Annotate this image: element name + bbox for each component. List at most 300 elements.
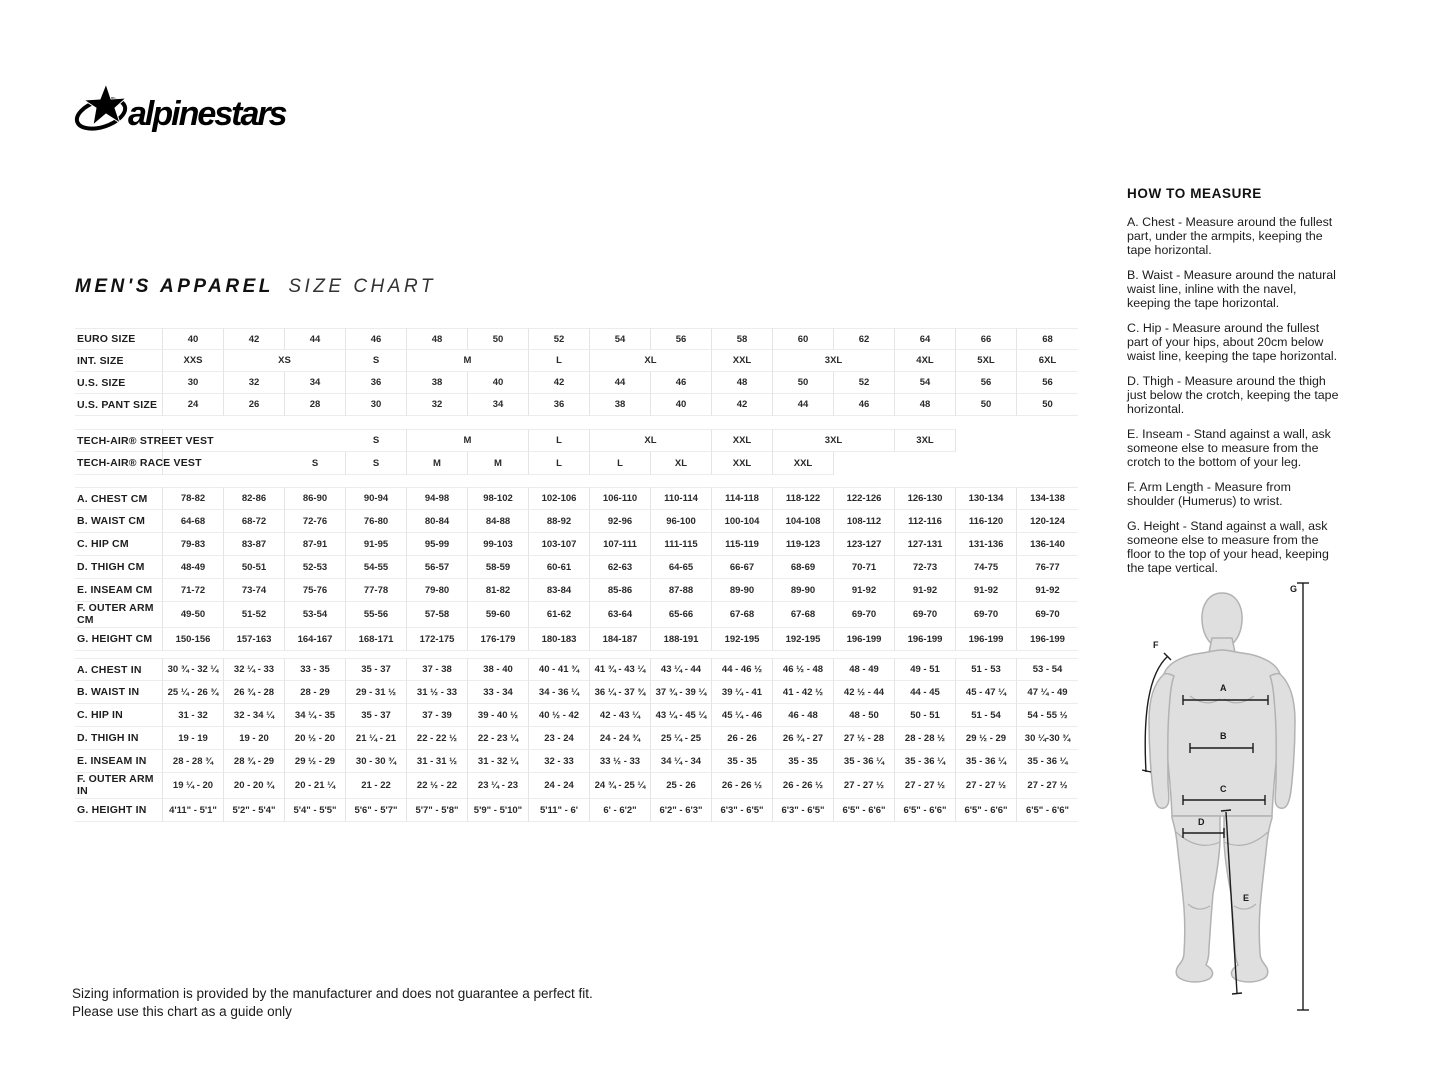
row-label: INT. SIZE	[75, 350, 163, 372]
size-cell: 69-70	[895, 602, 956, 628]
size-cell: 44 - 46 ½	[712, 658, 773, 681]
size-cell: 64	[895, 328, 956, 350]
size-cell: L	[529, 429, 590, 452]
size-cell: 24 - 24	[529, 773, 590, 799]
alpinestars-logo	[74, 82, 336, 140]
size-cell: 42	[224, 328, 285, 350]
size-cell: 36	[529, 394, 590, 416]
size-cell: 42	[712, 394, 773, 416]
size-cell: 112-116	[895, 510, 956, 533]
size-cell: 64-68	[163, 510, 224, 533]
size-cell: XXS	[163, 350, 224, 372]
body-diagram	[1140, 576, 1315, 1021]
size-cell: 184-187	[590, 628, 651, 651]
size-cell: 4XL	[895, 350, 956, 372]
measurement-figure	[1140, 576, 1315, 1021]
size-cell: 28	[285, 394, 346, 416]
measurements-inches-table	[75, 658, 1078, 822]
size-cell: 54 - 55 ½	[1017, 704, 1078, 727]
size-cell: 49 - 51	[895, 658, 956, 681]
size-cell: 5'4" - 5'5"	[285, 799, 346, 822]
measure-instruction: F. Arm Length - Measure from shoulder (Humerus) to wrist.	[1127, 480, 1291, 509]
size-cell: 58-59	[468, 556, 529, 579]
size-cell: 52-53	[285, 556, 346, 579]
row-label: U.S. PANT SIZE	[75, 394, 163, 416]
size-cell: 20 - 21 ¼	[285, 773, 346, 799]
size-cell: 180-183	[529, 628, 590, 651]
measure-instruction: G. Height - Stand against a wall, ask someone else to measure from the floor to the top of your head, keeping the tape vertical.	[1127, 519, 1329, 576]
size-cell: 46	[834, 394, 895, 416]
size-cell: 81-82	[468, 579, 529, 602]
table-row	[75, 372, 1078, 394]
size-cell: 53 - 54	[1017, 658, 1078, 681]
size-cell: 70-71	[834, 556, 895, 579]
size-cell: 36 ¼ - 37 ¾	[590, 681, 651, 704]
size-cell: 30	[346, 394, 407, 416]
size-cell: 22 - 23 ¼	[468, 727, 529, 750]
row-label: C. HIP IN	[75, 704, 163, 727]
size-cell: 119-123	[773, 533, 834, 556]
table-row	[75, 602, 1078, 628]
table-row	[75, 487, 1078, 510]
size-cell: 157-163	[224, 628, 285, 651]
size-cell: 72-73	[895, 556, 956, 579]
table-row	[75, 773, 1078, 799]
size-cell: 76-77	[1017, 556, 1078, 579]
size-cell: 59-60	[468, 602, 529, 628]
size-cell: 92-96	[590, 510, 651, 533]
size-cell: 55-56	[346, 602, 407, 628]
size-cell: 38 - 40	[468, 658, 529, 681]
size-cell: 46	[346, 328, 407, 350]
size-cell: 50	[1017, 394, 1078, 416]
size-cell: 31 - 32	[163, 704, 224, 727]
size-cell: 39 ¼ - 41	[712, 681, 773, 704]
spacer-cell	[163, 452, 285, 475]
row-label: A. CHEST IN	[75, 658, 163, 681]
size-cell: 6'5" - 6'6"	[895, 799, 956, 822]
size-cell: 196-199	[834, 628, 895, 651]
size-cell: XXL	[712, 452, 773, 475]
size-cell: L	[529, 350, 590, 372]
size-cell: 32	[407, 394, 468, 416]
size-cell: 30	[163, 372, 224, 394]
size-cell: 91-92	[834, 579, 895, 602]
size-cell: 50 - 51	[895, 704, 956, 727]
size-cell: 49-50	[163, 602, 224, 628]
size-cell: 41 ¾ - 43 ¼	[590, 658, 651, 681]
size-cell: 79-80	[407, 579, 468, 602]
size-cell: 88-92	[529, 510, 590, 533]
size-cell: 46 - 48	[773, 704, 834, 727]
disclaimer-line-2: Please use this chart as a guide only	[72, 1003, 292, 1019]
size-cell: 95-99	[407, 533, 468, 556]
size-cell: 45 - 47 ¼	[956, 681, 1017, 704]
size-cell: 123-127	[834, 533, 895, 556]
measure-instruction: E. Inseam - Stand against a wall, ask someone else to measure from the crotch to the bottom of your leg.	[1127, 427, 1331, 470]
size-cell: 196-199	[956, 628, 1017, 651]
size-cell: 168-171	[346, 628, 407, 651]
size-cell: L	[590, 452, 651, 475]
size-cell: 38	[407, 372, 468, 394]
measure-instruction: C. Hip - Measure around the fullest part of your hips, about 20cm below waist line, keeping the tape horizontal.	[1127, 321, 1338, 364]
size-cell: 60	[773, 328, 834, 350]
size-cell: 120-124	[1017, 510, 1078, 533]
size-cell: 38	[590, 394, 651, 416]
table-row	[75, 429, 1078, 452]
size-cell: 21 - 22	[346, 773, 407, 799]
size-cell: 127-131	[895, 533, 956, 556]
size-cell: 52	[834, 372, 895, 394]
size-cell: 31 - 32 ¼	[468, 750, 529, 773]
size-cell: 196-199	[895, 628, 956, 651]
size-cell: 54	[895, 372, 956, 394]
title-main: MEN'S APPAREL	[75, 276, 274, 297]
size-cell: 26 ¾ - 27	[773, 727, 834, 750]
size-cell: 23 ¼ - 23	[468, 773, 529, 799]
size-cell: 40	[468, 372, 529, 394]
size-cell: 3XL	[773, 429, 895, 452]
size-cell: 35 - 35	[712, 750, 773, 773]
size-cell: 40 ½ - 42	[529, 704, 590, 727]
size-cell: 91-92	[1017, 579, 1078, 602]
size-cell: 43 ¼ - 45 ¼	[651, 704, 712, 727]
figure-label-hip: C	[1220, 784, 1227, 794]
size-cell: 68	[1017, 328, 1078, 350]
size-cell: 35 - 36 ¼	[1017, 750, 1078, 773]
size-cell: 63-64	[590, 602, 651, 628]
size-cell: 61-62	[529, 602, 590, 628]
size-cell: 36	[346, 372, 407, 394]
size-cell: 22 - 22 ½	[407, 727, 468, 750]
size-cell: 42	[529, 372, 590, 394]
size-cell: 40	[163, 328, 224, 350]
size-cell: 107-111	[590, 533, 651, 556]
table-row	[75, 681, 1078, 704]
size-cell: S	[346, 350, 407, 372]
figure-label-waist: B	[1220, 731, 1227, 741]
size-cell: 71-72	[163, 579, 224, 602]
size-cell: 196-199	[1017, 628, 1078, 651]
size-cell: 32 - 34 ¼	[224, 704, 285, 727]
spacer-cell	[956, 429, 1078, 452]
size-cell: 50-51	[224, 556, 285, 579]
size-cell: 25 ¼ - 25	[651, 727, 712, 750]
size-cell: 5XL	[956, 350, 1017, 372]
size-cell: 65-66	[651, 602, 712, 628]
size-cell: M	[407, 452, 468, 475]
size-cell: 40	[651, 394, 712, 416]
brand-wordmark: alpinestars	[128, 95, 286, 133]
size-cell: 42 ½ - 44	[834, 681, 895, 704]
size-cell: 24 - 24 ¾	[590, 727, 651, 750]
size-cell: 19 ¼ - 20	[163, 773, 224, 799]
size-cell: 99-103	[468, 533, 529, 556]
size-cell: 47 ¼ - 49	[1017, 681, 1078, 704]
size-cell: 48 - 49	[834, 658, 895, 681]
size-cell: 86-90	[285, 487, 346, 510]
size-cell: 24	[163, 394, 224, 416]
how-to-measure-panel	[1127, 186, 1341, 586]
how-to-measure-title: HOW TO MEASURE	[1127, 186, 1262, 201]
size-cell: M	[407, 429, 529, 452]
size-cell: L	[529, 452, 590, 475]
size-cell: 78-82	[163, 487, 224, 510]
size-cell: 54-55	[346, 556, 407, 579]
size-cell: 6XL	[1017, 350, 1078, 372]
size-cell: 69-70	[956, 602, 1017, 628]
table-row	[75, 658, 1078, 681]
size-cell: 28 - 28 ½	[895, 727, 956, 750]
size-cell: 83-84	[529, 579, 590, 602]
how-to-measure-items	[1127, 215, 1341, 575]
size-cell: 122-126	[834, 487, 895, 510]
row-label: E. INSEAM IN	[75, 750, 163, 773]
row-label: A. CHEST CM	[75, 487, 163, 510]
size-cell: 44	[285, 328, 346, 350]
size-cell: 56	[956, 372, 1017, 394]
size-cell: 27 - 27 ½	[895, 773, 956, 799]
size-cell: XXL	[712, 429, 773, 452]
size-cell: XS	[224, 350, 346, 372]
size-cell: 164-167	[285, 628, 346, 651]
size-cell: 48	[712, 372, 773, 394]
size-cell: 66	[956, 328, 1017, 350]
size-cell: 23 - 24	[529, 727, 590, 750]
table-row	[75, 350, 1078, 372]
table-row	[75, 704, 1078, 727]
size-cell: 53-54	[285, 602, 346, 628]
size-cell: 44 - 45	[895, 681, 956, 704]
size-cell: 108-112	[834, 510, 895, 533]
size-cell: 50	[468, 328, 529, 350]
size-cell: 48	[407, 328, 468, 350]
spacer-cell	[834, 452, 1078, 475]
size-cell: 77-78	[346, 579, 407, 602]
size-cell: 26 ¾ - 28	[224, 681, 285, 704]
size-cell: 22 ½ - 22	[407, 773, 468, 799]
size-cell: 29 ½ - 29	[956, 727, 1017, 750]
disclaimer	[72, 985, 593, 1020]
size-cell: 34 - 36 ¼	[529, 681, 590, 704]
size-cell: 41 - 42 ½	[773, 681, 834, 704]
size-cell: 39 - 40 ½	[468, 704, 529, 727]
size-cell: 69-70	[834, 602, 895, 628]
size-cell: 35 - 36 ¼	[895, 750, 956, 773]
size-cell: 33 - 35	[285, 658, 346, 681]
size-cell: 57-58	[407, 602, 468, 628]
size-cell: 192-195	[712, 628, 773, 651]
size-cell: 51 - 54	[956, 704, 1017, 727]
tech-air-vest-table	[75, 429, 1078, 475]
row-label: B. WAIST CM	[75, 510, 163, 533]
size-cell: 126-130	[895, 487, 956, 510]
row-label: EURO SIZE	[75, 328, 163, 350]
size-cell: M	[407, 350, 529, 372]
size-cell: 20 - 20 ¾	[224, 773, 285, 799]
size-cell: 48	[895, 394, 956, 416]
size-cell: 115-119	[712, 533, 773, 556]
figure-label-arm: F	[1153, 640, 1159, 650]
size-cell: 85-86	[590, 579, 651, 602]
size-cell: 98-102	[468, 487, 529, 510]
size-cell: 91-95	[346, 533, 407, 556]
size-cell: 35 - 35	[773, 750, 834, 773]
size-cell: 44	[590, 372, 651, 394]
size-cell: 102-106	[529, 487, 590, 510]
row-label: G. HEIGHT IN	[75, 799, 163, 822]
size-cell: S	[285, 452, 346, 475]
size-cell: 32 ¼ - 33	[224, 658, 285, 681]
title-sub: SIZE CHART	[288, 276, 436, 297]
size-cell: 91-92	[895, 579, 956, 602]
size-cell: XXL	[773, 452, 834, 475]
size-cell: 192-195	[773, 628, 834, 651]
size-cell: 74-75	[956, 556, 1017, 579]
size-cell: 40 - 41 ¾	[529, 658, 590, 681]
size-cell: 19 - 20	[224, 727, 285, 750]
size-cell: 34	[468, 394, 529, 416]
size-cell: 33 - 34	[468, 681, 529, 704]
size-cell: 26 - 26 ½	[712, 773, 773, 799]
size-cell: 37 - 39	[407, 704, 468, 727]
size-cell: 89-90	[773, 579, 834, 602]
size-cell: 56	[651, 328, 712, 350]
size-cell: 31 ½ - 33	[407, 681, 468, 704]
size-cell: 27 - 27 ½	[1017, 773, 1078, 799]
size-cell: 84-88	[468, 510, 529, 533]
table-row	[75, 750, 1078, 773]
measure-instruction: B. Waist - Measure around the natural waist line, inline with the navel, keeping the tape horizontal.	[1127, 268, 1336, 311]
size-cell: 111-115	[651, 533, 712, 556]
page-title	[75, 276, 436, 298]
size-cell: 43 ¼ - 44	[651, 658, 712, 681]
size-cell: 35 - 37	[346, 658, 407, 681]
size-cell: S	[346, 429, 407, 452]
size-cell: XL	[651, 452, 712, 475]
size-cell: 46	[651, 372, 712, 394]
table-row	[75, 799, 1078, 822]
size-cell: 64-65	[651, 556, 712, 579]
table-row	[75, 628, 1078, 651]
row-label: U.S. SIZE	[75, 372, 163, 394]
size-cell: 29 ½ - 29	[285, 750, 346, 773]
figure-label-chest: A	[1220, 683, 1227, 693]
size-cell: 48 - 50	[834, 704, 895, 727]
size-cell: 116-120	[956, 510, 1017, 533]
row-label: D. THIGH CM	[75, 556, 163, 579]
table-row	[75, 579, 1078, 602]
size-cell: 27 ½ - 28	[834, 727, 895, 750]
size-cell: 44	[773, 394, 834, 416]
size-cell: 32	[224, 372, 285, 394]
alpinestars-logo-graphic	[74, 82, 336, 140]
size-cell: 58	[712, 328, 773, 350]
size-cell: 24 ¾ - 25 ¼	[590, 773, 651, 799]
spacer-cell	[163, 429, 346, 452]
size-cell: 56	[1017, 372, 1078, 394]
size-cell: 118-122	[773, 487, 834, 510]
row-label: B. WAIST IN	[75, 681, 163, 704]
size-cell: 3XL	[773, 350, 895, 372]
row-label: G. HEIGHT CM	[75, 628, 163, 651]
size-cell: 37 - 38	[407, 658, 468, 681]
size-conversion-table	[75, 328, 1078, 416]
row-label: TECH-AIR® RACE VEST	[75, 452, 163, 475]
size-cell: 3XL	[895, 429, 956, 452]
size-cell: 5'2" - 5'4"	[224, 799, 285, 822]
size-cell: 6'5" - 6'6"	[834, 799, 895, 822]
size-cell: 52	[529, 328, 590, 350]
size-cell: 75-76	[285, 579, 346, 602]
size-cell: 37 ¾ - 39 ¼	[651, 681, 712, 704]
table-row	[75, 556, 1078, 579]
size-cell: 68-69	[773, 556, 834, 579]
size-cell: 34	[285, 372, 346, 394]
size-cell: M	[468, 452, 529, 475]
size-cell: 45 ¼ - 46	[712, 704, 773, 727]
row-label: E. INSEAM CM	[75, 579, 163, 602]
table-row	[75, 510, 1078, 533]
size-cell: 51-52	[224, 602, 285, 628]
figure-label-height: G	[1290, 584, 1298, 594]
size-cell: 188-191	[651, 628, 712, 651]
size-cell: 25 ¼ - 26 ¾	[163, 681, 224, 704]
table-row	[75, 727, 1078, 750]
size-cell: 91-92	[956, 579, 1017, 602]
size-cell: 6'3" - 6'5"	[712, 799, 773, 822]
size-cell: 30 ¾ - 32 ¼	[163, 658, 224, 681]
size-cell: 68-72	[224, 510, 285, 533]
size-cell: 46 ½ - 48	[773, 658, 834, 681]
size-cell: 96-100	[651, 510, 712, 533]
size-cell: 150-156	[163, 628, 224, 651]
row-label: F. OUTER ARM IN	[75, 773, 163, 799]
size-cell: 89-90	[712, 579, 773, 602]
size-cell: 27 - 27 ½	[956, 773, 1017, 799]
size-cell: 76-80	[346, 510, 407, 533]
size-cell: 4'11" - 5'1"	[163, 799, 224, 822]
size-cell: 104-108	[773, 510, 834, 533]
size-cell: 26	[224, 394, 285, 416]
size-cell: 66-67	[712, 556, 773, 579]
size-cell: 21 ¼ - 21	[346, 727, 407, 750]
size-cell: XXL	[712, 350, 773, 372]
disclaimer-line-1: Sizing information is provided by the manufacturer and does not guarantee a perfect fit.	[72, 986, 593, 1001]
table-row	[75, 533, 1078, 556]
size-cell: 5'9" - 5'10"	[468, 799, 529, 822]
measurements-cm-table	[75, 487, 1078, 651]
row-label: F. OUTER ARM CM	[75, 602, 163, 628]
size-cell: 27 - 27 ½	[834, 773, 895, 799]
size-cell: 35 - 37	[346, 704, 407, 727]
size-cell: XL	[590, 429, 712, 452]
table-row	[75, 328, 1078, 350]
size-cell: 6'5" - 6'6"	[956, 799, 1017, 822]
size-cell: XL	[590, 350, 712, 372]
size-cell: 35 - 36 ¼	[834, 750, 895, 773]
size-cell: 50	[773, 372, 834, 394]
size-cell: 87-88	[651, 579, 712, 602]
size-cell: 6'5" - 6'6"	[1017, 799, 1078, 822]
size-cell: 5'6" - 5'7"	[346, 799, 407, 822]
size-cell: 87-91	[285, 533, 346, 556]
size-cell: 31 - 31 ½	[407, 750, 468, 773]
size-cell: 28 - 28 ¾	[163, 750, 224, 773]
size-cell: 25 - 26	[651, 773, 712, 799]
size-cell: 26 - 26	[712, 727, 773, 750]
size-cell: 83-87	[224, 533, 285, 556]
